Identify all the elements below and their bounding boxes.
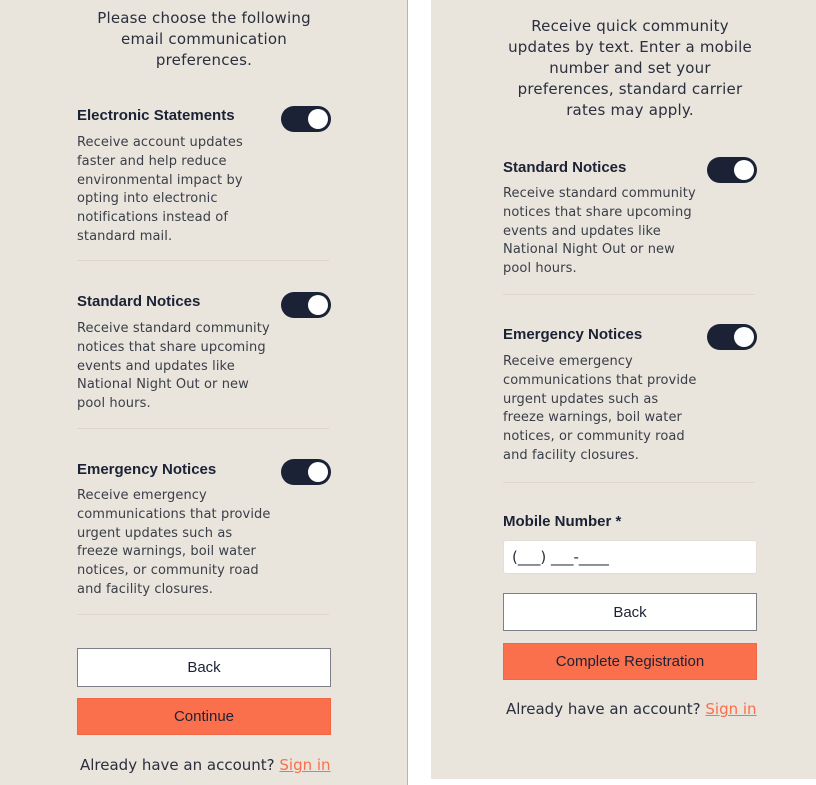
divider — [77, 260, 329, 261]
preference-title: Standard Notices — [77, 293, 201, 310]
preference-description: Receive standard community notices that share upcoming events and updates like National Night Out or new pool hours. — [77, 321, 270, 412]
preference-description: Receive emergency communications that provide urgent updates such as freeze warnings, boil water notices, or community road and facility closures. — [77, 488, 271, 597]
sms-intro-text: Receive quick community updates by text. Enter a mobile number and set your preferences, standard carrier rates may apply. — [508, 17, 752, 119]
signin-prompt: Already have an account? — [506, 700, 701, 718]
sign-in-link[interactable]: Sign in — [705, 700, 757, 718]
standard-notices-toggle[interactable] — [281, 292, 331, 318]
preference-title: Electronic Statements — [77, 107, 235, 124]
preference-title: Standard Notices — [503, 159, 627, 176]
signin-row — [506, 700, 757, 718]
toggle-knob — [308, 462, 328, 482]
sign-in-link[interactable]: Sign in — [279, 756, 331, 774]
preference-description: Receive emergency communications that provide urgent updates such as freeze warnings, boil water notices, or community road and facility closures. — [503, 354, 697, 463]
preference-description: Receive standard community notices that share upcoming events and updates like National Night Out or new pool hours. — [503, 186, 696, 277]
sms-emergency-notices-toggle[interactable] — [707, 324, 757, 350]
toggle-knob — [734, 327, 754, 347]
preference-description: Receive account updates faster and help reduce environmental impact by opting into electronic notifications instead of standard mail. — [77, 135, 243, 244]
emergency-notices-toggle[interactable] — [281, 459, 331, 485]
mobile-number-label: Mobile Number * — [503, 513, 622, 530]
back-button[interactable]: Back — [77, 648, 331, 687]
sms-standard-notices-toggle[interactable] — [707, 157, 757, 183]
toggle-knob — [308, 109, 328, 129]
sms-preferences-panel — [431, 0, 816, 779]
complete-registration-button[interactable]: Complete Registration — [503, 643, 757, 680]
mobile-number-input[interactable] — [503, 540, 757, 574]
back-button[interactable]: Back — [503, 593, 757, 631]
toggle-knob — [734, 160, 754, 180]
preference-title: Emergency Notices — [503, 326, 643, 343]
email-intro-text: Please choose the following email communication preferences. — [97, 9, 311, 69]
signin-prompt: Already have an account? — [80, 756, 275, 774]
electronic-statements-toggle[interactable] — [281, 106, 331, 132]
toggle-knob — [308, 295, 328, 315]
divider — [77, 428, 329, 429]
continue-button[interactable]: Continue — [77, 698, 331, 735]
preference-title: Emergency Notices — [77, 461, 217, 478]
divider — [503, 294, 755, 295]
divider — [77, 614, 329, 615]
divider — [503, 482, 755, 483]
signin-row — [80, 756, 331, 774]
